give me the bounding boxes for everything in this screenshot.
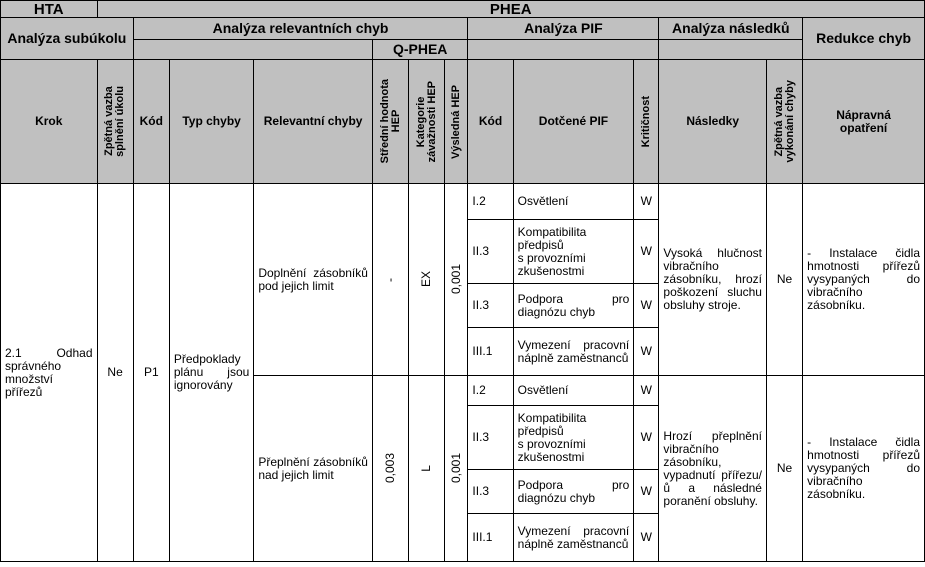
pif-criticality: W (634, 514, 659, 562)
col-feedback-task: Zpětná vazba splnění úkolu (97, 60, 133, 184)
q-phea-header: Q-PHEA (372, 40, 467, 60)
col-step: Krok (1, 60, 98, 184)
relevant-error: Přeplnění zásobníků nad jejich limit (254, 376, 373, 562)
pif-analysis-header-spacer (468, 40, 659, 60)
error-analysis-header: Analýza relevantních chyb (133, 18, 468, 40)
consequence-feedback: Ne (766, 184, 802, 376)
error-reduction-header: Redukce chyb (803, 18, 925, 60)
pif-criticality: W (634, 376, 659, 406)
pif-code: I.2 (468, 376, 513, 406)
col-consequences: Následky (659, 60, 767, 184)
step-feedback: Ne (97, 184, 133, 562)
hta-header: HTA (1, 1, 98, 18)
result-hep: 0,001 (445, 376, 468, 562)
corrective-measure: - Instalace čidla hmotnosti přířezů vysypaných do vibračního zásobníku. (803, 184, 925, 376)
pif-code: II.3 (468, 220, 513, 284)
mean-hep: 0,003 (372, 376, 408, 562)
pif-code: III.1 (468, 328, 513, 376)
hep-category: EX (409, 184, 445, 376)
pif-criticality: W (634, 470, 659, 514)
error-analysis-header-spacer (133, 40, 372, 60)
step-code: P1 (133, 184, 169, 562)
col-pif-code: Kód (468, 60, 513, 184)
col-error-type: Typ chyby (169, 60, 253, 184)
pif-criticality: W (634, 220, 659, 284)
pif-criticality: W (634, 184, 659, 220)
pif-code: III.1 (468, 514, 513, 562)
hep-category: L (409, 376, 445, 562)
pif-analysis-header: Analýza PIF (468, 18, 659, 40)
col-affected-pif: Dotčené PIF (513, 60, 634, 184)
col-criticality: Kritičnost (634, 60, 659, 184)
col-code: Kód (133, 60, 169, 184)
pif-criticality: W (634, 328, 659, 376)
pif-code: II.3 (468, 406, 513, 470)
consequence-analysis-header: Analýza následků (659, 18, 803, 40)
step-error-type: Předpoklady plánu jsou ignorovány (169, 184, 253, 562)
pif-criticality: W (634, 406, 659, 470)
consequence-analysis-header-spacer (659, 40, 803, 60)
pif-name: Osvětlení (513, 184, 634, 220)
consequence: Vysoká hlučnost vibračního zásobníku, hrozí poškození sluchu obsluhy stroje. (659, 184, 767, 376)
pif-code: II.3 (468, 470, 513, 514)
consequence: Hrozí přeplnění vibračního zásobníku, vypadnutí přířezu/ů a následné poranění obsluhy. (659, 376, 767, 562)
relevant-error: Doplnění zásobníků pod jejich limit (254, 184, 373, 376)
col-feedback-perf: Zpětná vazba vykonání chyby (766, 60, 802, 184)
mean-hep: - (372, 184, 408, 376)
pif-name: Kompatibilita předpisů s provozními zkušenostmi (513, 406, 634, 470)
pif-name: Podpora pro diagnózu chyb (513, 284, 634, 328)
pif-name: Kompatibilita předpisů s provozními zkušenostmi (513, 220, 634, 284)
subtask-analysis-header: Analýza subúkolu (1, 18, 134, 60)
pif-name: Osvětlení (513, 376, 634, 406)
col-result-hep: Výsledná HEP (445, 60, 468, 184)
pif-criticality: W (634, 284, 659, 328)
pif-name: Podpora pro diagnózu chyb (513, 470, 634, 514)
result-hep: 0,001 (445, 184, 468, 376)
step-text: 2.1 Odhad správného množství přířezů (1, 184, 98, 562)
pif-code: I.2 (468, 184, 513, 220)
consequence-feedback: Ne (766, 376, 802, 562)
pif-code: II.3 (468, 284, 513, 328)
col-relevant-errors: Relevantní chyby (254, 60, 373, 184)
col-corrective: Nápravná opatření (803, 60, 925, 184)
phea-header: PHEA (97, 1, 925, 18)
col-mean-hep: Střední hodnota HEP (372, 60, 408, 184)
col-hep-category: Kategorie závažnosti HEP (409, 60, 445, 184)
pif-name: Vymezení pracovní náplně zaměstnanců (513, 514, 634, 562)
pif-name: Vymezení pracovní náplně zaměstnanců (513, 328, 634, 376)
corrective-measure: - Instalace čidla hmotnosti přířezů vysypaných do vibračního zásobníku. (803, 376, 925, 562)
